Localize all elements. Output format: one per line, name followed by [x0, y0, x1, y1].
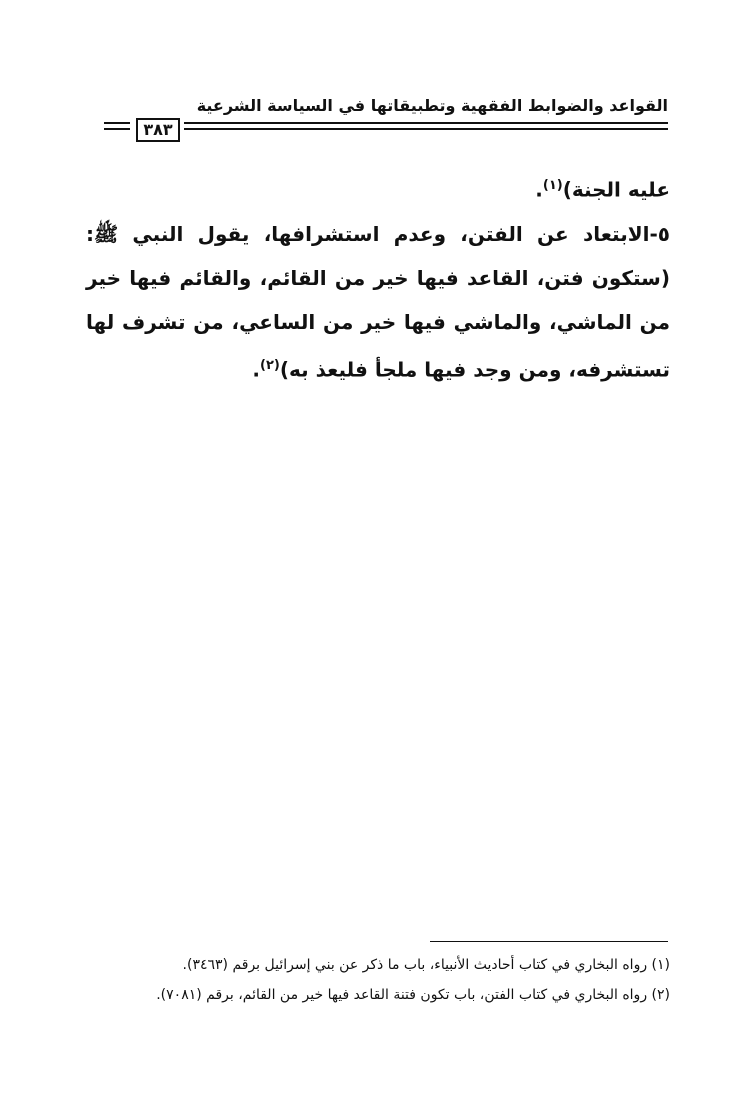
page-number: ٣٨٣: [136, 118, 180, 142]
paragraph-2: [86, 212, 670, 392]
footnotes: [70, 950, 670, 1010]
footnote-2: (٢) رواه البخاري في كتاب الفتن، باب تكون فتنة القاعد فيها خير من القائم، برقم (٧٠٨١).: [156, 987, 670, 1003]
paragraph-1: [86, 164, 670, 212]
footnote-separator: [430, 941, 668, 942]
paragraph-1-text: عليه الجنة): [562, 177, 670, 202]
footnote-ref-2: (٢): [260, 357, 280, 373]
footnote-1: (١) رواه البخاري في كتاب أحاديث الأنبياء، باب ما ذكر عن بني إسرائيل برقم (٣٤٦٣).: [182, 957, 670, 973]
paragraph-2-text: ٥-الابتعاد عن الفتن، وعدم استشرافها، يقول النبي ﷺ: (ستكون فتن، القاعد فيها خير من القائم، والقائم فيها خير من الماشي، والماشي فيها خير من الساعي، من تشرف لها تستشرفه، ومن وجد فيها ملجأ فليعذ به): [86, 221, 670, 382]
footnote-ref-1: (١): [542, 178, 563, 193]
paragraph-2-end: .: [252, 357, 261, 382]
main-text: [86, 164, 670, 391]
running-header-title: القواعد والضوابط الفقهية وتطبيقاتها في السياسة الشرعية: [196, 96, 668, 115]
paragraph-1-end: .: [535, 177, 543, 202]
header-rule-left-top: [104, 122, 130, 124]
header-rule-left-bottom: [104, 128, 130, 130]
header-rule-bottom: [184, 128, 668, 130]
header-rule-top: [184, 122, 668, 124]
